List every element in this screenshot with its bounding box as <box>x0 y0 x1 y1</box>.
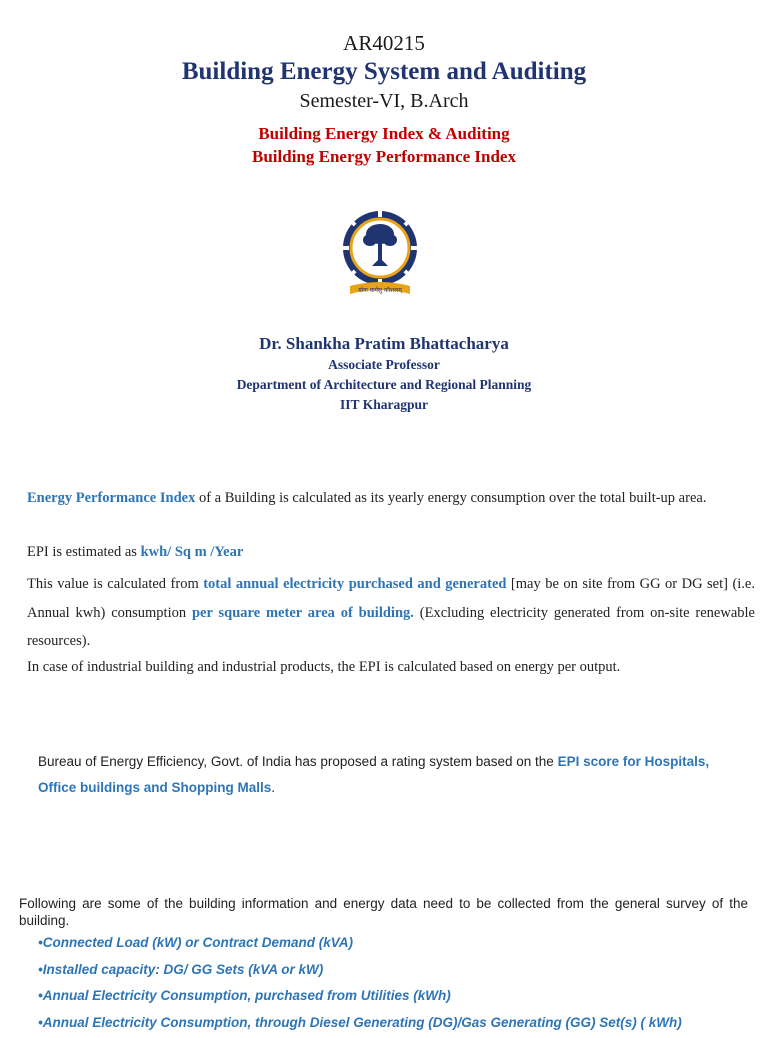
course-code: AR40215 <box>0 31 768 56</box>
bee-text: Bureau of Energy Efficiency, Govt. of India has proposed a rating system based on the <box>38 754 558 769</box>
bee-end: . <box>271 780 275 795</box>
logo-motto: योगः कर्मसु कौशलम् <box>358 286 403 294</box>
calc-highlight-b: total annual electricity purchased and generated <box>203 576 506 592</box>
survey-intro: Following are some of the building information and energy data need to be collected from the general survey of the building. <box>19 895 748 929</box>
epi-calculation-paragraph <box>27 570 755 656</box>
bee-highlight: EPI score for Hospitals, Office buildings and Shopping Malls <box>38 754 709 795</box>
epi-term: Energy Performance Index <box>27 490 195 506</box>
list-item: •Annual Electricity Consumption, purchased from Utilities (kWh) <box>38 985 682 1012</box>
list-item: •Annual Electricity Consumption, through Diesel Generating (DG)/Gas Generating (GG) Set(s) ( kWh) <box>38 1012 682 1038</box>
author-designation: Associate Professor <box>0 357 768 373</box>
epi-definition-text: of a Building is calculated as its yearly energy consumption over the total built-up area. <box>195 490 706 506</box>
author-name: Dr. Shankha Pratim Bhattacharya <box>0 334 768 354</box>
survey-list <box>38 932 682 1038</box>
epi-unit: kwh/ Sq m /Year <box>141 544 244 560</box>
calc-highlight-d: per square meter area of building. <box>192 605 414 621</box>
iit-kharagpur-emblem-icon <box>336 208 424 300</box>
epi-unit-text: EPI is estimated as <box>27 544 141 560</box>
calc-text-e: (Excluding electricity generated from on-site renewable resources). <box>27 605 755 650</box>
semester: Semester-VI, B.Arch <box>0 90 768 113</box>
course-title: Building Energy System and Auditing <box>0 58 768 86</box>
list-item: •Installed capacity: DG/ GG Sets (kVA or kW) <box>38 959 682 986</box>
topic-line-1: Building Energy Index & Auditing <box>0 124 768 144</box>
list-item: •Connected Load (kW) or Contract Demand (kVA) <box>38 932 682 959</box>
calc-text-c: [may be on site from GG or DG set] (i.e. Annual kwh) consumption <box>27 576 755 621</box>
bee-paragraph <box>38 749 738 801</box>
epi-unit-paragraph <box>27 541 755 563</box>
calc-text-a: This value is calculated from <box>27 576 203 592</box>
author-department: Department of Architecture and Regional Planning <box>0 377 768 393</box>
topic-line-2: Building Energy Performance Index <box>0 147 768 167</box>
epi-definition-paragraph <box>27 484 755 513</box>
author-institute: IIT Kharagpur <box>0 397 768 413</box>
industrial-epi-paragraph: In case of industrial building and industrial products, the EPI is calculated based on energy per output. <box>27 656 755 678</box>
